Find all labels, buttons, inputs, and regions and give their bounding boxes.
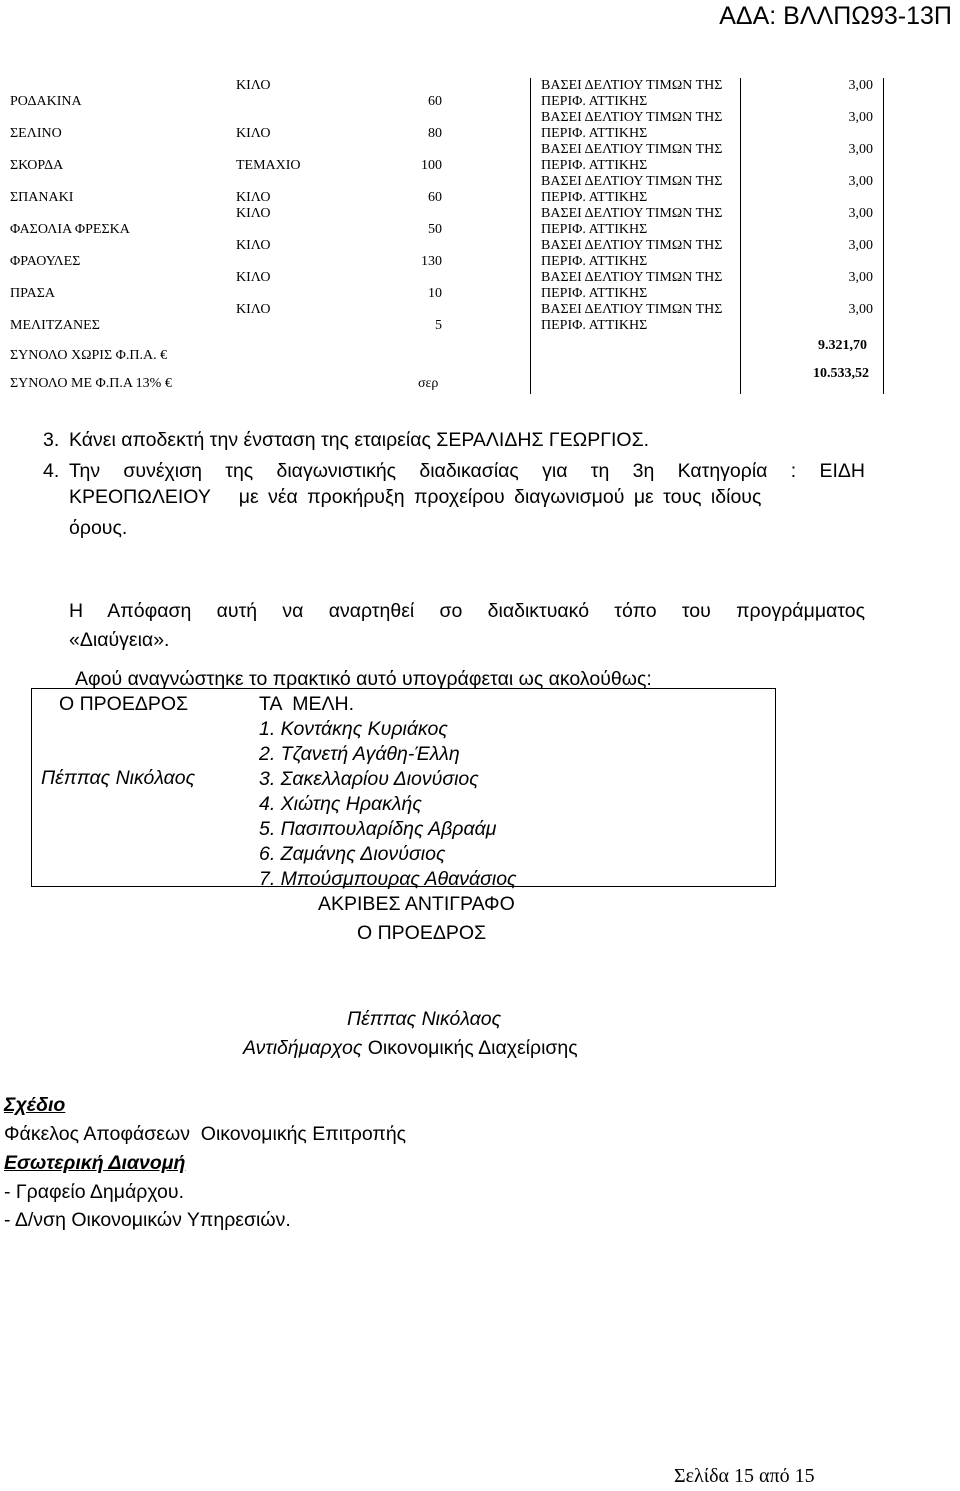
- item-price: 3,00: [848, 302, 873, 317]
- item-name: ΜΕΛΙΤΖΑΝΕΣ: [10, 318, 100, 333]
- price-source-line-2: ΠΕΡΙΦ. ΑΤΤΙΚΗΣ: [541, 94, 648, 109]
- item-price: 3,00: [848, 206, 873, 221]
- item-quantity: 60: [428, 190, 442, 205]
- total-no-vat-value: 9.321,70: [818, 338, 867, 353]
- item-price: 3,00: [848, 110, 873, 125]
- item-4-number: 4.: [43, 460, 60, 482]
- price-source-line-1: ΒΑΣΕΙ ΔΕΛΤΙΟΥ ΤΙΜΩΝ ΤΗΣ: [541, 142, 723, 157]
- committee-member: 4. Χιώτης Ηρακλής: [259, 793, 422, 815]
- item-4-line-3: όρους.: [69, 517, 128, 539]
- committee-member: 7. Μπούσμπουρας Αθανάσιος: [259, 868, 517, 890]
- committee-member: 2. Τζανετή Αγάθη-Έλλη: [259, 743, 460, 765]
- price-table: [0, 78, 900, 394]
- committee-member: 3. Σακελλαρίου Διονύσιος: [259, 768, 479, 790]
- publish-line-1: Η Απόφαση αυτή να αναρτηθεί σο διαδικτυακό τόπο του προγράμματος: [69, 600, 865, 622]
- item-unit: ΚΙΛΟ: [236, 206, 271, 221]
- true-copy-title: Ο ΠΡΟΕΔΡΟΣ: [357, 922, 487, 944]
- signer-role-rest: Οικονομικής Διαχείρισης: [362, 1037, 578, 1059]
- item-quantity: 80: [428, 126, 442, 141]
- total-vat-unit: σερ: [418, 376, 439, 391]
- decisions-folder: Φάκελος Αποφάσεων Οικονομικής Επιτροπής: [4, 1123, 407, 1145]
- total-no-vat-label: ΣΥΝΟΛΟ ΧΩΡΙΣ Φ.Π.Α. €: [10, 348, 168, 363]
- price-source-line-1: ΒΑΣΕΙ ΔΕΛΤΙΟΥ ΤΙΜΩΝ ΤΗΣ: [541, 238, 723, 253]
- president-title: Ο ΠΡΟΕΔΡΟΣ: [59, 693, 189, 715]
- item-price: 3,00: [848, 78, 873, 93]
- price-source-line-2: ΠΕΡΙΦ. ΑΤΤΙΚΗΣ: [541, 254, 648, 269]
- committee-member: 6. Ζαμάνης Διονύσιος: [259, 843, 446, 865]
- publish-line-2: «Διαύγεια».: [69, 629, 170, 651]
- price-source-line-1: ΒΑΣΕΙ ΔΕΛΤΙΟΥ ΤΙΜΩΝ ΤΗΣ: [541, 174, 723, 189]
- president-name: Πέππας Νικόλαος: [41, 767, 196, 789]
- item-quantity: 100: [421, 158, 442, 173]
- price-source-line-2: ΠΕΡΙΦ. ΑΤΤΙΚΗΣ: [541, 222, 648, 237]
- signer-role-italic: Αντιδήμαρχος: [243, 1037, 363, 1059]
- price-source-line-1: ΒΑΣΕΙ ΔΕΛΤΙΟΥ ΤΙΜΩΝ ΤΗΣ: [541, 110, 723, 125]
- item-price: 3,00: [848, 238, 873, 253]
- signature-box: [31, 688, 776, 890]
- item-unit: ΤΕΜΑΧΙΟ: [236, 158, 301, 173]
- item-price: 3,00: [848, 142, 873, 157]
- draft-label: Σχέδιο: [4, 1094, 66, 1116]
- item-name: ΦΡΑΟΥΛΕΣ: [10, 254, 81, 269]
- item-name: ΠΡΑΣΑ: [10, 286, 55, 301]
- table-row: [0, 206, 900, 238]
- item-name: ΣΚΟΡΔΑ: [10, 158, 64, 173]
- item-unit: ΚΙΛΟ: [236, 270, 271, 285]
- table-row: [0, 142, 900, 174]
- ada-code: ΑΔΑ: ΒΛΛΠΩ93-13Π: [719, 2, 952, 30]
- price-source-line-1: ΒΑΣΕΙ ΔΕΛΤΙΟΥ ΤΙΜΩΝ ΤΗΣ: [541, 302, 723, 317]
- item-unit: ΚΙΛΟ: [236, 126, 271, 141]
- price-source-line-1: ΒΑΣΕΙ ΔΕΛΤΙΟΥ ΤΙΜΩΝ ΤΗΣ: [541, 270, 723, 285]
- distribution-mayor-office: - Γραφείο Δημάρχου.: [4, 1181, 184, 1203]
- price-source-line-2: ΠΕΡΙΦ. ΑΤΤΙΚΗΣ: [541, 190, 648, 205]
- committee-member: 1. Κοντάκης Κυριάκος: [259, 718, 448, 740]
- item-quantity: 10: [428, 286, 442, 301]
- price-source-line-2: ΠΕΡΙΦ. ΑΤΤΙΚΗΣ: [541, 158, 648, 173]
- item-price: 3,00: [848, 270, 873, 285]
- item-unit: ΚΙΛΟ: [236, 302, 271, 317]
- table-row: [0, 238, 900, 270]
- page-number: Σελίδα 15 από 15: [674, 1465, 815, 1487]
- item-quantity: 130: [421, 254, 442, 269]
- total-vat-value: 10.533,52: [813, 366, 869, 381]
- table-row: [0, 110, 900, 142]
- price-source-line-2: ΠΕΡΙΦ. ΑΤΤΙΚΗΣ: [541, 286, 648, 301]
- table-row: [0, 174, 900, 206]
- signing-intro: Αφού αναγνώστηκε το πρακτικό αυτό υπογράφεται ως ακολούθως:: [75, 668, 652, 690]
- item-name: ΣΕΛΙΝΟ: [10, 126, 62, 141]
- price-source-line-2: ΠΕΡΙΦ. ΑΤΤΙΚΗΣ: [541, 318, 648, 333]
- price-source-line-1: ΒΑΣΕΙ ΔΕΛΤΙΟΥ ΤΙΜΩΝ ΤΗΣ: [541, 206, 723, 221]
- item-quantity: 50: [428, 222, 442, 237]
- item-unit: ΚΙΛΟ: [236, 190, 271, 205]
- item-price: 3,00: [848, 174, 873, 189]
- price-source-line-1: ΒΑΣΕΙ ΔΕΛΤΙΟΥ ΤΙΜΩΝ ΤΗΣ: [541, 78, 723, 93]
- table-row: [0, 270, 900, 302]
- item-quantity: 60: [428, 94, 442, 109]
- members-title: ΤΑ ΜΕΛΗ.: [259, 693, 355, 715]
- item-3-number: 3.: [43, 429, 60, 451]
- item-name: ΡΟΔΑΚΙΝΑ: [10, 94, 82, 109]
- item-name: ΣΠΑΝΑΚΙ: [10, 190, 74, 205]
- distribution-finance: - Δ/νση Οικονομικών Υπηρεσιών.: [4, 1209, 291, 1231]
- signer-role: [243, 1035, 578, 1061]
- item-unit: ΚΙΛΟ: [236, 78, 271, 93]
- true-copy: ΑΚΡΙΒΕΣ ΑΝΤΙΓΡΑΦΟ: [318, 893, 515, 915]
- table-row: [0, 302, 900, 334]
- committee-member: 5. Πασιπουλαρίδης Αβραάμ: [259, 818, 497, 840]
- item-3-text: Κάνει αποδεκτή την ένσταση της εταιρείας ΣΕΡΑΛΙΔΗΣ ΓΕΩΡΓΙΟΣ.: [69, 429, 650, 451]
- item-unit: ΚΙΛΟ: [236, 238, 271, 253]
- table-row: [0, 78, 900, 110]
- item-4-line-2: ΚΡΕΟΠΩΛΕΙΟΥ με νέα προκήρυξη προχείρου διαγωνισμού με τους ιδίους: [69, 486, 762, 508]
- item-4-line-1: Την συνέχιση της διαγωνιστικής διαδικασίας για τη 3η Κατηγορία : ΕΙΔΗ: [69, 460, 865, 482]
- price-source-line-2: ΠΕΡΙΦ. ΑΤΤΙΚΗΣ: [541, 126, 648, 141]
- item-quantity: 5: [435, 318, 442, 333]
- total-vat-label: ΣΥΝΟΛΟ ΜΕ Φ.Π.Α 13% €: [10, 376, 172, 391]
- signer-name: Πέππας Νικόλαος: [347, 1008, 502, 1030]
- internal-distribution-label: Εσωτερική Διανομή: [4, 1152, 186, 1174]
- item-name: ΦΑΣΟΛΙΑ ΦΡΕΣΚΑ: [10, 222, 130, 237]
